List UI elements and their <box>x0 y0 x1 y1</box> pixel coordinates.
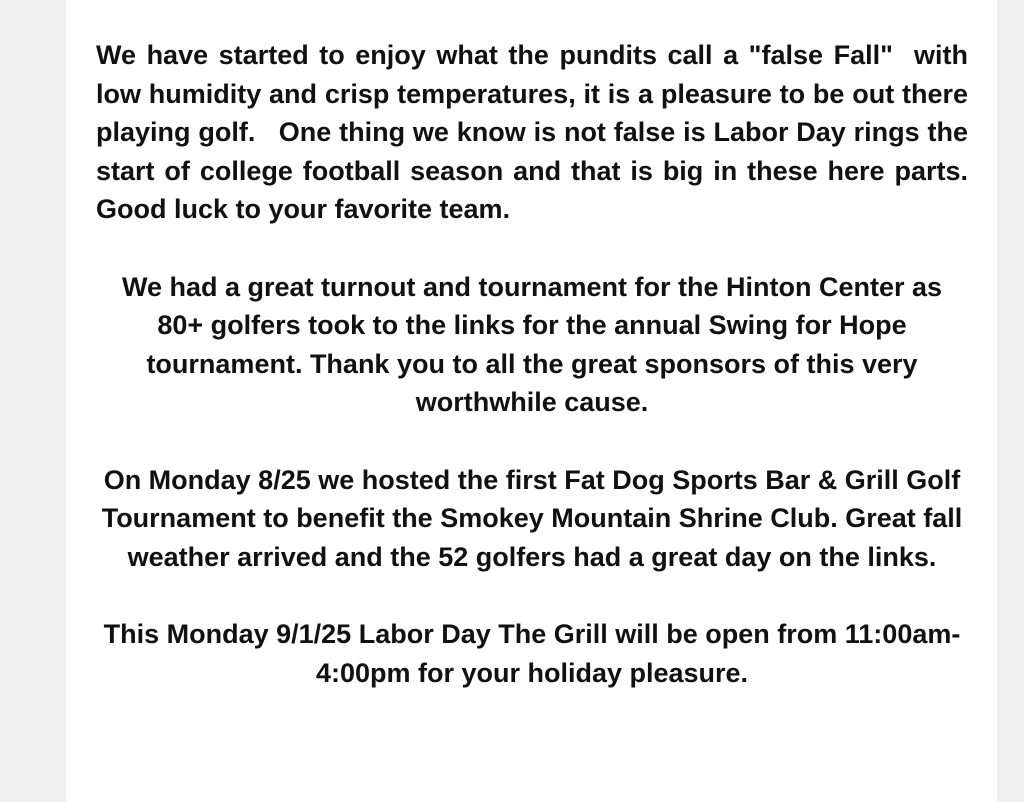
newsletter-page <box>66 0 997 802</box>
newsletter-body <box>96 36 984 692</box>
paragraph-hinton-center: We had a great turnout and tournament for the Hinton Center as 80+ golfers took to the links for the annual Swing for Hope tournament. Thank you to all the great sponsors of this very worthwhile cause. <box>121 271 943 418</box>
paragraph-labor-day-hours: This Monday 9/1/25 Labor Day The Grill will be open from 11:00am-4:00pm for your holiday pleasure. <box>103 618 961 688</box>
paragraph-fat-dog-tournament: On Monday 8/25 we hosted the first Fat Dog Sports Bar & Grill Golf Tournament to benefit the Smokey Mountain Shrine Club. Great fall weather arrived and the 52 golfers had a great day on the links. <box>101 464 963 572</box>
paragraph-spacer <box>96 576 968 615</box>
paragraph-spacer <box>96 229 968 268</box>
paragraph-spacer <box>96 422 968 461</box>
paragraph-false-fall: We have started to enjoy what the pundits call a "false Fall" with low humidity and crisp temperatures, it is a pleasure to be out there playing golf. One thing we know is not false is Labor Day rings the start of college football season and that is big in these here parts. Good luck to your favorite team. <box>96 40 984 225</box>
